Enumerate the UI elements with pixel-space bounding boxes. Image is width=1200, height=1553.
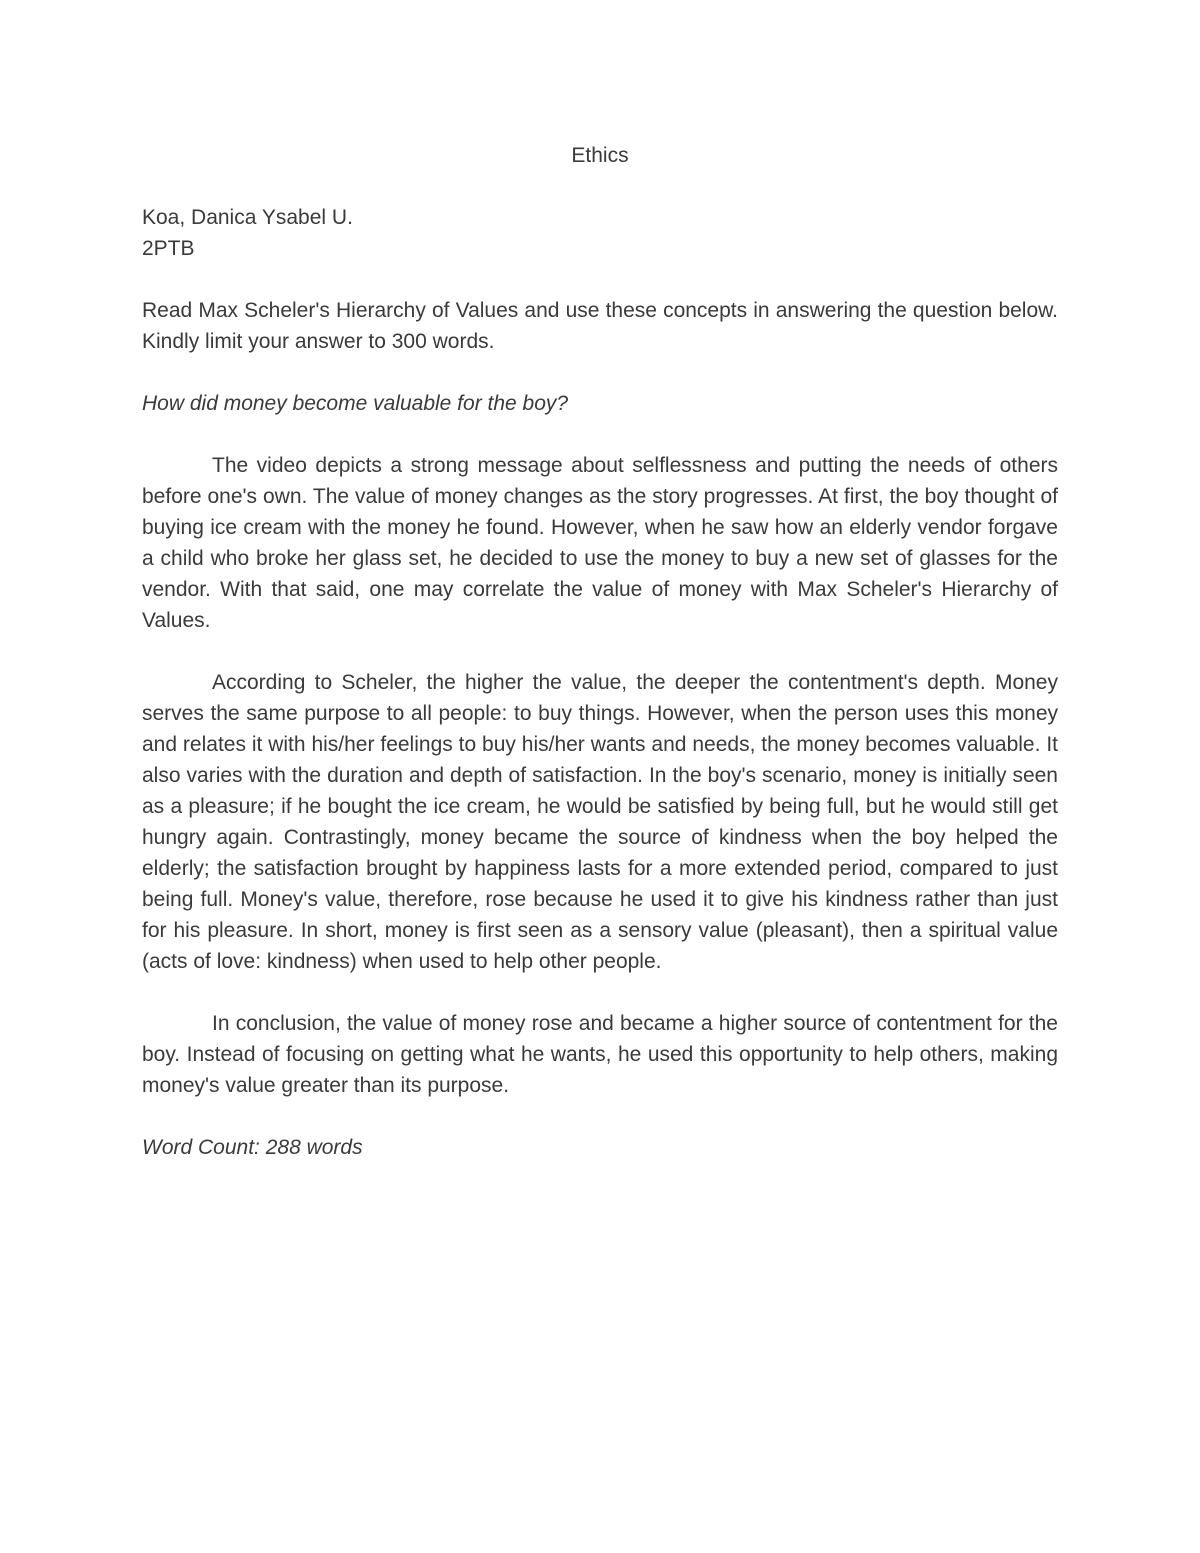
document-title: Ethics	[571, 144, 629, 167]
instructions-paragraph: Read Max Scheler's Hierarchy of Values and use these concepts in answering the question below. Kindly limit your answer to 300 words.	[142, 299, 1058, 353]
class-section: 2PTB	[142, 237, 195, 260]
answer-paragraph-2: According to Scheler, the higher the value, the deeper the contentment's depth. Money serves the same purpose to all people: to buy things. However, when the person uses this money and relates it with his/her feelings to buy his/her wants and needs, the money becomes valuable. It also varies with the duration and depth of satisfaction. In the boy's scenario, money is initially seen as a pleasure; if he bought the ice cream, he would be satisfied by being full, but he would still get hungry again. Contrastingly, money became the source of kindness when the boy helped the elderly; the satisfaction brought by happiness lasts for a more extended period, compared to just being full. Money's value, therefore, rose because he used it to give his kindness rather than just for his pleasure. In short, money is first seen as a sensory value (pleasant), then a spiritual value (acts of love: kindness) when used to help other people.	[142, 671, 1058, 973]
answer-paragraph-3: In conclusion, the value of money rose and became a higher source of contentment for the boy. Instead of focusing on getting what he wants, he used this opportunity to help others, making money's value greater than its purpose.	[142, 1012, 1058, 1097]
author-name: Koa, Danica Ysabel U.	[142, 206, 353, 229]
question-text: How did money become valuable for the boy?	[142, 392, 569, 415]
word-count: Word Count: 288 words	[142, 1136, 363, 1159]
document-content	[142, 140, 1058, 1194]
answer-paragraph-1: The video depicts a strong message about selflessness and putting the needs of others before one's own. The value of money changes as the story progresses. At first, the boy thought of buying ice cream with the money he found. However, when he saw how an elderly vendor forgave a child who broke her glass set, he decided to use the money to buy a new set of glasses for the vendor. With that said, one may correlate the value of money with Max Scheler's Hierarchy of Values.	[142, 454, 1058, 632]
